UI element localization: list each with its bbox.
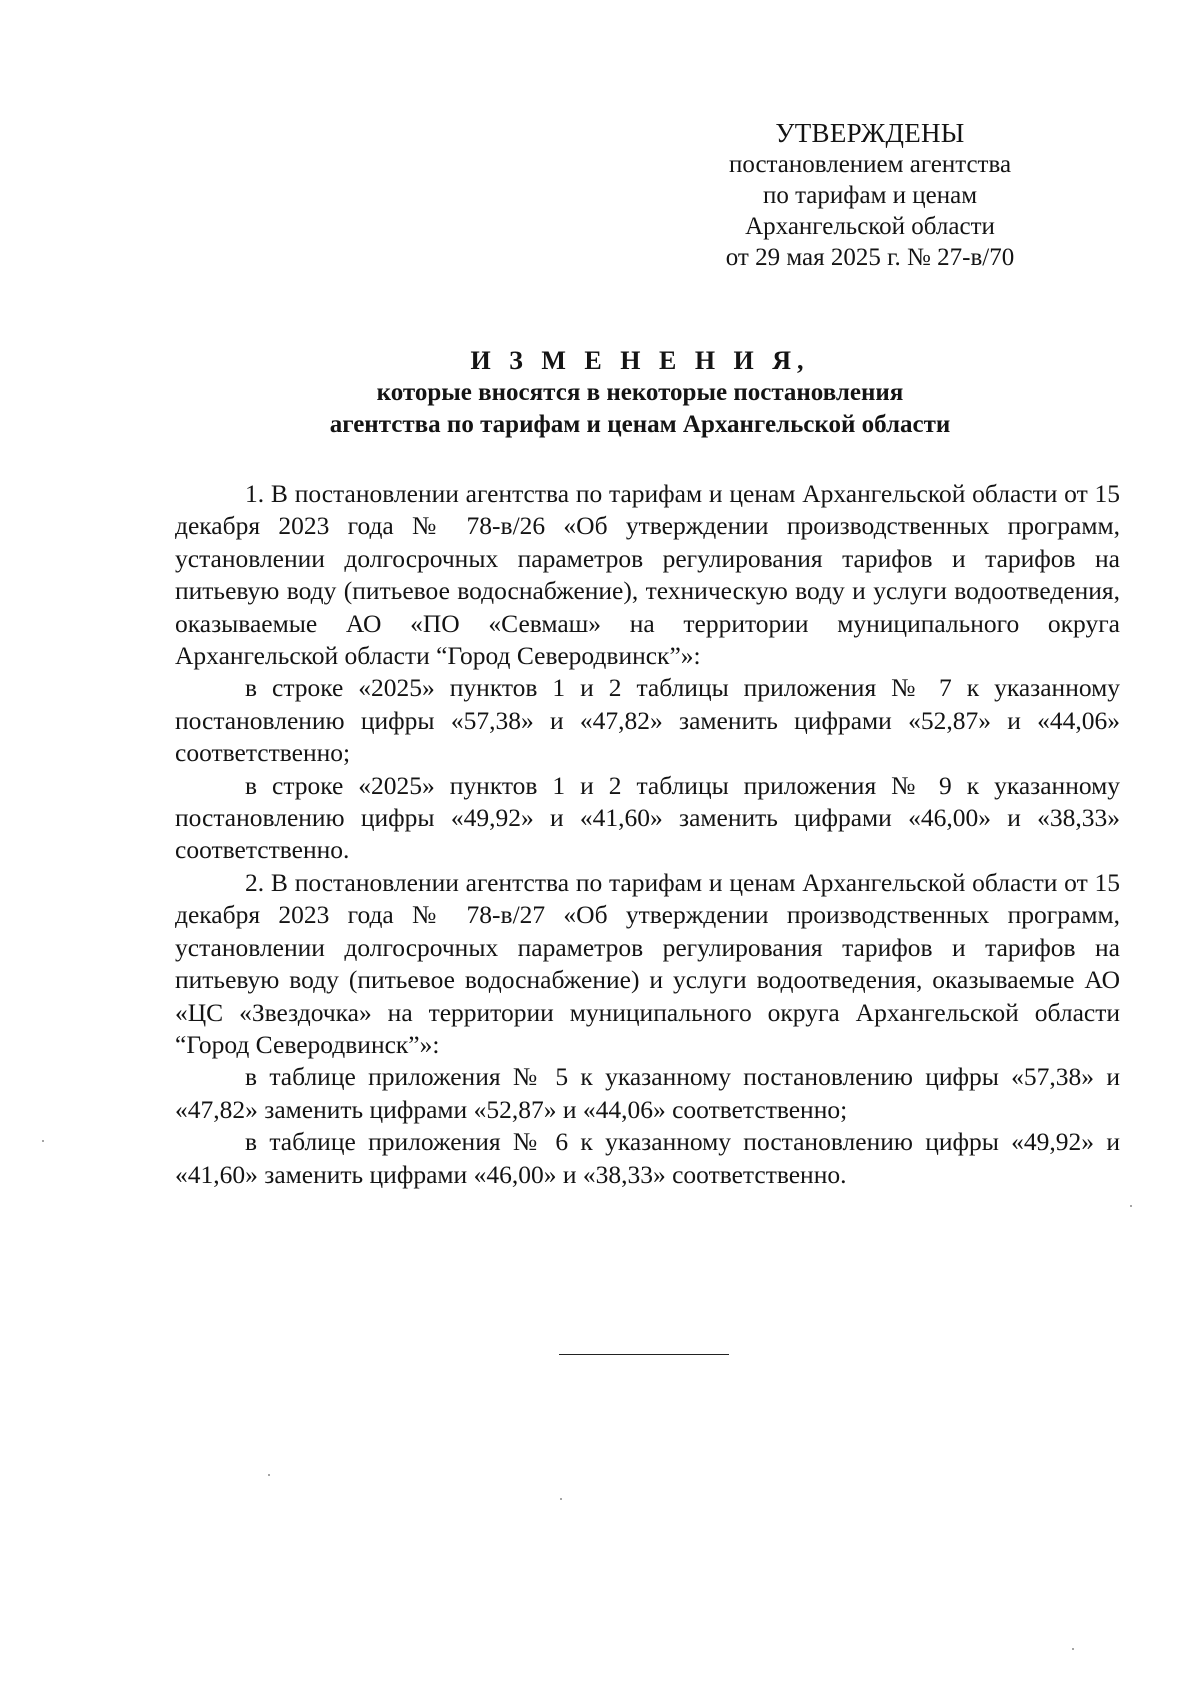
approval-date-number: от 29 мая 2025 г. № 27-в/70 xyxy=(725,244,1015,271)
document-body xyxy=(175,478,1120,1191)
paragraph-subitem: в строке «2025» пунктов 1 и 2 таблицы приложения № 9 к указанному постановлению цифры «49,92» и «41,60» заменить цифрами «46,00» и «38,33» соответственно. xyxy=(175,770,1120,865)
end-divider-line xyxy=(559,1354,729,1355)
paragraph-subitem: в строке «2025» пунктов 1 и 2 таблицы приложения № 7 к указанному постановлению цифры «57,38» и «47,82» заменить цифрами «52,87» и «44,06» соответственно; xyxy=(175,673,1120,768)
paragraph-subitem: в таблице приложения № 6 к указанному постановлению цифры «49,92» и «41,60» заменить цифрами «46,00» и «38,33» соответственно. xyxy=(175,1127,1120,1189)
approval-issuer-line: Архангельской области xyxy=(745,213,995,240)
document-title: И З М Е Н Е Н И Я, xyxy=(470,346,810,375)
approval-title: УТВЕРЖДЕНЫ xyxy=(775,118,965,148)
approval-block xyxy=(690,118,1050,273)
approval-issuer-line: по тарифам и ценам xyxy=(762,182,978,209)
document-subtitle-line: которые вносятся в некоторые постановления xyxy=(376,379,904,406)
document-subtitle-line: агентства по тарифам и ценам Архангельской области xyxy=(329,411,951,438)
approval-issuer-line: постановлением агентства xyxy=(728,151,1012,178)
paragraph-item-2: 2. В постановлении агентства по тарифам и ценам Архангельской области от 15 декабря 2023 года № 78-в/27 «Об утверждении производственных программ, установлении долгосрочных параметров регулирования тарифов и тарифов на питьевую воду (питьевое водоснабжение) и услуги водоотведения, оказываемые АО «ЦС «Звездочка» на территории муниципального округа Архангельской области “Город Северодвинск”»: xyxy=(175,867,1120,1059)
document-heading xyxy=(140,345,1140,441)
paragraph-subitem: в таблице приложения № 5 к указанному постановлению цифры «57,38» и «47,82» заменить цифрами «52,87» и «44,06» соответственно; xyxy=(175,1062,1120,1124)
paragraph-item-1: 1. В постановлении агентства по тарифам и ценам Архангельской области от 15 декабря 2023 года № 78-в/26 «Об утверждении производственных программ, установлении долгосрочных параметров регулирования тарифов и тарифов на питьевую воду (питьевое водоснабжение), техническую воду и услуги водоотведения, оказываемые АО «ПО «Севмаш» на территории муниципального округа Архангельской области “Город Северодвинск”»: xyxy=(175,479,1120,671)
